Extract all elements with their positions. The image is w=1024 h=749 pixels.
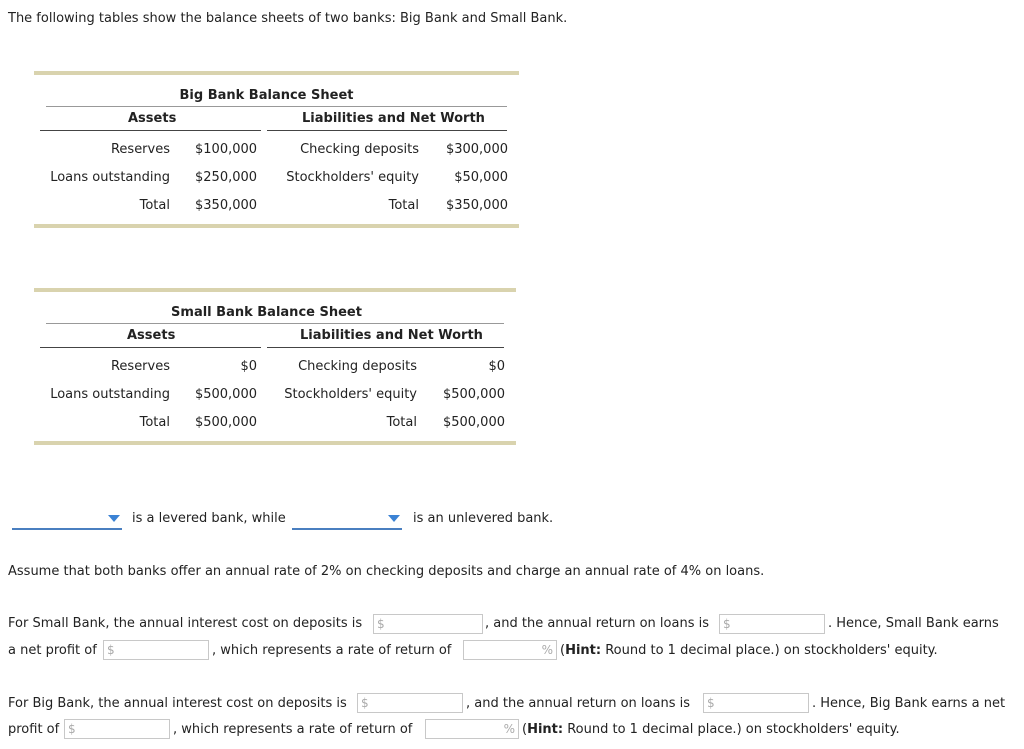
big-interest-cost-input[interactable]: $	[357, 693, 463, 713]
table-top-rule	[34, 71, 519, 75]
small-q-text-1: For Small Bank, the annual interest cost on deposits is	[8, 616, 363, 631]
table-bottom-rule	[34, 441, 516, 445]
big-rate-of-return-input[interactable]: %	[425, 719, 519, 739]
small-rate-of-return-input[interactable]: %	[463, 640, 557, 660]
table-bottom-rule	[34, 224, 519, 228]
small-q-text-4: a net profit of	[8, 643, 97, 658]
unlevered-bank-dropdown[interactable]	[292, 510, 402, 530]
assets-header: Assets	[127, 328, 176, 343]
table-header	[34, 323, 516, 347]
chevron-down-icon	[388, 515, 400, 522]
big-q-text-2: , and the annual return on loans is	[466, 696, 690, 711]
big-hint: (Hint: Round to 1 decimal place.) on stockholders' equity.	[522, 722, 900, 737]
small-interest-cost-input[interactable]: $	[373, 614, 483, 634]
assets-header: Assets	[128, 111, 177, 126]
big-bank-title: Big Bank Balance Sheet	[179, 88, 354, 103]
table-row: Loans outstanding $250,000 Stockholders' equity $50,000	[50, 170, 508, 185]
small-q-text-5: , which represents a rate of return of	[212, 643, 452, 658]
big-loan-return-input[interactable]: $	[703, 693, 809, 713]
table-row: Total $500,000 Total $500,000	[139, 415, 505, 430]
small-bank-title: Small Bank Balance Sheet	[171, 305, 362, 320]
intro-text: The following tables show the balance sheets of two banks: Big Bank and Small Bank.	[8, 11, 568, 26]
big-q-text-5: , which represents a rate of return of	[173, 722, 413, 737]
big-q-text-3: . Hence, Big Bank earns a net	[812, 696, 1006, 711]
big-q-text-1: For Big Bank, the annual interest cost on deposits is	[8, 696, 347, 711]
table-top-rule	[34, 288, 516, 292]
table-body	[34, 352, 516, 436]
big-net-profit-input[interactable]: $	[64, 719, 170, 739]
liabilities-header: Liabilities and Net Worth	[302, 111, 485, 126]
liabilities-header: Liabilities and Net Worth	[300, 328, 483, 343]
table-row: Total $350,000 Total $350,000	[139, 198, 508, 213]
table-row: Loans outstanding $500,000 Stockholders' equity $500,000	[50, 387, 505, 402]
small-bank-balance-sheet	[34, 288, 516, 445]
big-q-text-4: profit of	[8, 722, 60, 737]
big-bank-balance-sheet	[34, 71, 519, 228]
small-hint: (Hint: Round to 1 decimal place.) on stockholders' equity.	[560, 643, 938, 658]
unlevered-text: is an unlevered bank.	[413, 511, 554, 526]
levered-text: is a levered bank, while	[132, 511, 286, 526]
small-loan-return-input[interactable]: $	[719, 614, 825, 634]
chevron-down-icon	[108, 515, 120, 522]
small-net-profit-input[interactable]: $	[103, 640, 209, 660]
small-q-text-3: . Hence, Small Bank earns	[828, 616, 999, 631]
table-row: Reserves $0 Checking deposits $0	[110, 359, 505, 374]
table-body	[34, 135, 519, 219]
table-header	[34, 106, 519, 130]
small-q-text-2: , and the annual return on loans is	[485, 616, 709, 631]
levered-bank-dropdown[interactable]	[12, 510, 122, 530]
table-row: Reserves $100,000 Checking deposits $300,000	[110, 142, 508, 157]
assumption-text: Assume that both banks offer an annual rate of 2% on checking deposits and charge an annual rate of 4% on loans.	[8, 564, 765, 579]
